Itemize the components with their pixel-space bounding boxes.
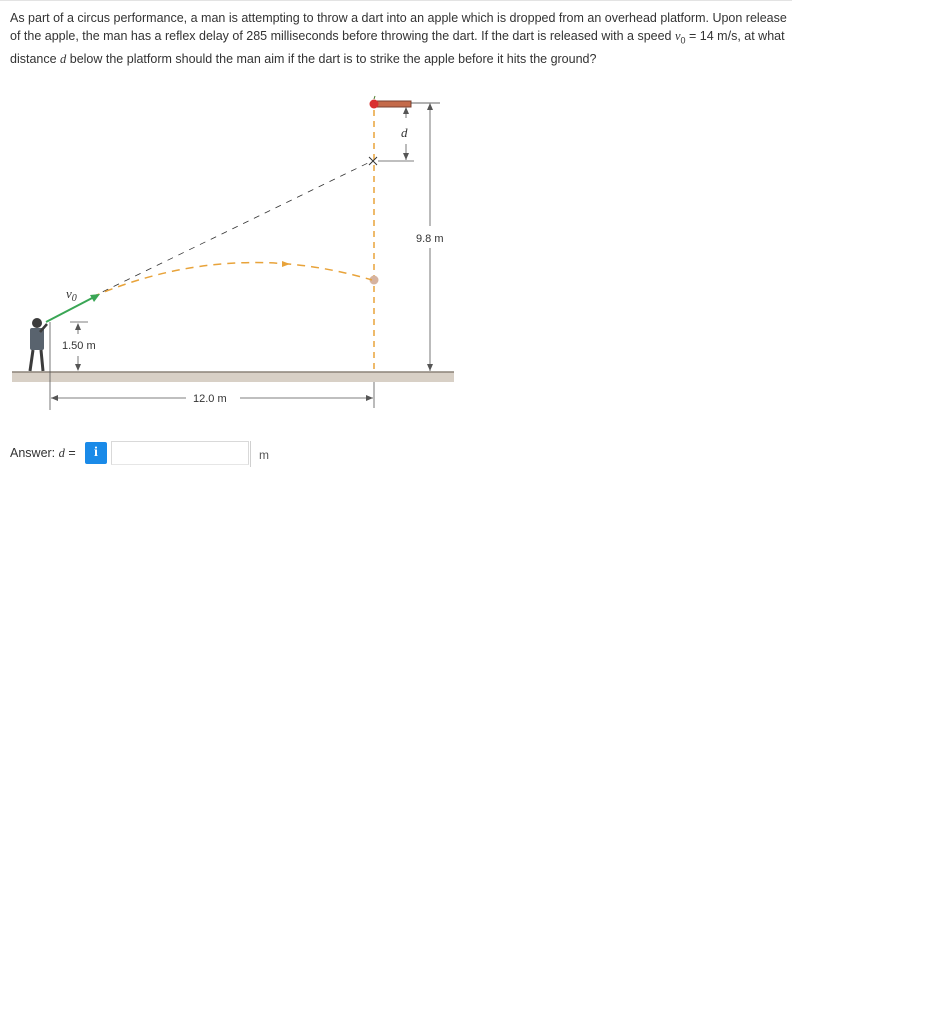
release-height-arrow-up-icon bbox=[75, 323, 81, 330]
top-divider bbox=[0, 0, 792, 1]
answer-label-suffix: = bbox=[64, 446, 76, 460]
dart-trajectory bbox=[92, 263, 372, 297]
aim-point-x-icon bbox=[369, 157, 377, 165]
answer-input[interactable] bbox=[111, 441, 249, 465]
ground bbox=[12, 372, 454, 382]
height-arrow-up-icon bbox=[427, 103, 433, 110]
problem-figure bbox=[0, 90, 470, 420]
answer-row bbox=[10, 440, 310, 468]
platform bbox=[373, 101, 411, 107]
unit-divider bbox=[250, 441, 251, 467]
question-part-2: = 14 m/s, at what distance bbox=[10, 29, 785, 66]
label-d: d bbox=[401, 125, 408, 140]
question-v-symbol: v bbox=[674, 29, 681, 43]
apple-icon bbox=[370, 96, 379, 109]
answer-label-var: d bbox=[58, 446, 65, 460]
question-part-1: As part of a circus performance, a man is attempting to throw a dart into an apple which is dropped from an overhead platform. Upon release of the apple, the man has a reflex delay of 285 milliseconds before throwing the dart. If the dart is released with a speed bbox=[10, 11, 787, 43]
label-distance: 12.0 m bbox=[193, 393, 227, 405]
d-arrow-down-icon bbox=[403, 153, 409, 160]
release-height-arrow-down-icon bbox=[75, 364, 81, 371]
distance-arrow-left-icon bbox=[51, 395, 58, 401]
aim-line bbox=[92, 161, 372, 297]
answer-unit: m bbox=[259, 448, 269, 462]
info-icon[interactable]: i bbox=[85, 442, 107, 464]
question-text bbox=[10, 9, 795, 68]
question-part-3: below the platform should the man aim if the dart is to strike the apple before it hits the ground? bbox=[66, 51, 597, 66]
question-d-symbol: d bbox=[60, 51, 67, 66]
height-arrow-down-icon bbox=[427, 364, 433, 371]
answer-label-prefix: Answer: bbox=[10, 446, 59, 460]
label-release-height: 1.50 m bbox=[62, 340, 96, 352]
d-arrow-up-icon bbox=[403, 107, 409, 114]
question-v-subscript: 0 bbox=[680, 35, 686, 46]
answer-label bbox=[10, 446, 76, 461]
distance-arrow-right-icon bbox=[366, 395, 373, 401]
trajectory-arrow-icon bbox=[282, 261, 290, 267]
label-v0: $v_0$ bbox=[66, 286, 77, 304]
man-icon bbox=[30, 318, 47, 371]
label-height: 9.8 m bbox=[416, 233, 444, 245]
